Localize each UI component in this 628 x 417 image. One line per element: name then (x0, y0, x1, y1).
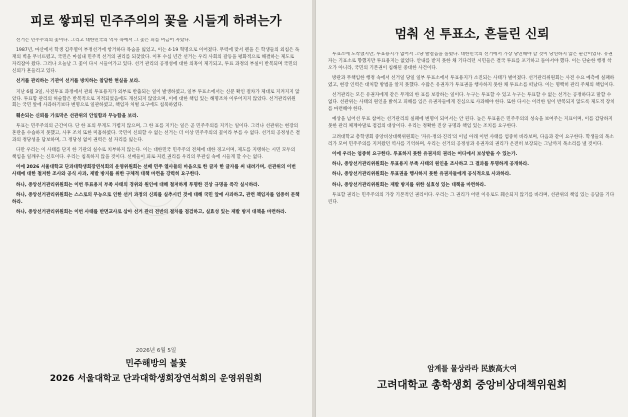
signature-slogan: 민주해방의 불꽃 (125, 359, 187, 369)
statement-date: 2026년 6월 5일 (135, 348, 177, 354)
paragraph: 다만 우리는 이 사태를 단지 한 기관의 실수로 치부하지 않는다. 이는 대한민국 민주주의 전체에 대한 경고이며, 제도를 지탱하는 시민 모두의 책임을 일깨우는 신호이다. 우리는 침묵하지 않을 것이다. 선배들이 피로 지킨 권리를 우리의 무관심 속에 시들게 할 수는 없다. (12, 148, 296, 161)
paragraph: 이에 2026 서울대학교 단과대학생회장연석회의 운영위원회는 선배 민주 열사들의 마음으로 한 글자 한 글자를 써 내려가며, 선관위의 이번 사태에 대한 철저한 조사와 공식 사과, 재발 방지를 위한 구체적 대책 마련을 강력히 요구한다. (12, 165, 296, 178)
signature-organization: 고려대학교 총학생회 중앙비상대책위원회 (377, 379, 567, 391)
paragraph: 하나, 중앙선거관리위원회는 이번 투표용지 부족 사태의 경위와 원인에 대해 철저하게 투명한 진상 규명을 즉각 실시하라. (16, 182, 260, 188)
statement-page-right (316, 0, 628, 417)
paragraph: 방관과 무책임한 행정 속에서 선거일 당일 일부 투표소에서 투표용지가 소진되는 사태가 벌어졌다. 선거관리위원회는 사전 수요 예측에 실패하였고, 현장 인력은 대처할 방법을 알지 못했다. 수많은 유권자가 투표권을 행사하지 못한 채 투표소를 떠났다. 이는 명백히 관리 주체의 책임이다. (328, 76, 615, 89)
statement-page-left (0, 0, 312, 417)
page-title: 피로 쌓피된 민주주의의 꽃을 시들게 하려는가 (30, 13, 282, 28)
page-title: 멈춰 선 투표소, 흔들린 신뢰 (394, 26, 550, 41)
paragraph: 투표할 권리는 민주주의의 가장 기본적인 권리이다. 우리는 그 권리가 어떤 이유로도 훼손되지 않기를 바라며, 선관위의 책임 있는 응답을 기다린다. (328, 193, 615, 205)
signature-organization: 2026 서울대학교 단과대학생회장연석회의 운영위원회 (49, 374, 263, 384)
paragraph: 선거관리는 모든 유권자에게 같은 무게의 한 표를 보장하는 일이다. 누구는 투표할 수 있고 누구는 투표할 수 없는 선거는 공정하다고 말할 수 없다. 선관위는 사태의 원인을 밝히고 피해를 입은 유권자들에게 진심으로 사과해야 한다. 또한 다시는 이러한 일이 반복되지 않도록 제도적 장치를 마련해야 한다. (328, 93, 615, 113)
paragraph: 이에 우리는 엄중히 요구한다. 투표하지 못한 유권자의 권리는 어디에서 보상받을 수 있는가. (332, 151, 518, 157)
paragraph: 투표는 민주주의의 근간이다. 단 한 표의 무게도 가볍지 않으며, 그 한 표를 지키는 일은 곧 민주주의를 지키는 일이다. 그러나 선관위는 현장의 혼란을 수습하지 못했고, 사후 조치 또한 미흡하였다. 국민이 신뢰할 수 없는 선거는 더 이상 민주주의의 꽃이라 부를 수 없다. 선거의 공정성은 결과의 정당성을 담보하며, 그 정당성 없이 권력은 설 자리를 잃는다. (12, 124, 300, 143)
paragraph: 1987년, 마산에서 학생 김주열이 부정선거에 항거하다 목숨을 잃었고, 이는 4·19 혁명으로 이어졌다. 무력에 맞서 펜을 든 학생들의 외침은 독재의 벽을 무너뜨렸고, 국민은 마침내 민주적 선거의 권리를 되찾았다. 이후 수십 년간 선거는 우리 사회의 갈등을 평화적으로 해결하는 제도로 자리잡아 왔다. 그러나 오늘날 그 꽃이 다시 시들어가고 있다. 선거 관리의 공정성에 대한 의혹이 제기되고, 투표 과정의 부실이 반복되며 국민의 신뢰가 흔들리고 있다. (12, 48, 300, 75)
statement-body (328, 52, 616, 352)
signature-slogan: 암계를 물상라라 民族高大여 (427, 364, 517, 373)
paragraph: 예상을 넘어선 투표 참여는 선거관리의 실패에 변명이 되어서는 안 된다. 높은 투표율은 민주주의의 성숙을 보여주는 지표이며, 이를 감당하지 못한 관리 체계야말로 점검의 대상이다. 우리는 정확한 진상 규명과 책임 있는 조치를 요구한다. (328, 117, 613, 130)
paragraph: 훼손되는 신뢰를 가로막은 선관위의 안일함과 무능함을 보라. (16, 113, 139, 119)
statement-body (12, 38, 300, 344)
paragraph: 지난 6월 3일, 사전투표 과정에서 관외 투표용지가 외부로 반출되는 일이 발생하였고, 일부 투표소에서는 신분 확인 절차가 제대로 지켜지지 않았다. 투표함 관리의 허술함은 반복적으로 지적되었음에도 개선되지 않았으며, 이에 대한 책임 있는 해명조차 이루어지지 않았다. 선거관리위원회는 국민 앞에 사과하기보다 변명으로 일관하였고, 책임자 처벌 요구에도 침묵하였다. (12, 89, 300, 109)
paragraph: 하나, 중앙선거관리위원회는 투표권을 행사하지 못한 유권자들에게 공식적으로 사과하라. (332, 172, 511, 178)
paragraph: 고려대학교 총학생회 중앙비상대책위원회는 '자유·정의·진리'의 이념 아래 이번 사태를 엄중히 바라보며, 다음과 같이 요구한다. 학생들의 목소리가 모여 민주주의를 지켜왔던 역사를 기억하며, 우리는 선거의 공정성과 유권자의 권리가 온전히 보장되는 그날까지 목소리를 낼 것이다. (328, 134, 614, 147)
paragraph: 선거는 민주주의의 꽃이다. 그리고 대한민국의 역사 속에서 그 꽃은 피를 머금어 자랐다. (16, 38, 191, 43)
paragraph: 투표소에 도착했지만, 투표용지가 없어서 그냥 발걸음을 돌렸다. 대한민국의 선거에서 가장 당연해야 할 것이 당연하지 않은 순간이었다. 유권자는 기표소로 향했지만 투표용지는 없었다. 안내를 받지 못한 채 기다리던 시민들은 결국 투표를 포기하고 돌아서야 했다. 이는 단순한 행정 착오가 아니라, 국민의 기본권이 침해된 중대한 사건이다. (328, 52, 613, 71)
paragraph: 하나, 중앙선거관리위원회는 스스로의 무능으로 인한 선거 과정의 신뢰를 실추시킨 것에 대해 국민 앞에 사과하고, 관련 책임자를 엄중히 문책하라. (12, 192, 300, 205)
paragraph: 하나, 중앙선거관리위원회는 이번 사태를 반면교사로 삼아 선거 관리 전반의 절차를 점검하고, 실효성 있는 재발 방지 대책을 마련하라. (16, 210, 287, 216)
paragraph: 하나, 중앙선거관리위원회는 재발 방지를 위한 실효성 있는 대책을 마련하라. (332, 182, 486, 188)
paragraph: 선거를 관리하는 기관이 선거를 방치하는 참담한 현실을 보라. (16, 79, 140, 85)
paragraph: 하나, 중앙선거관리위원회는 투표용지 부족 사태의 원인을 조사하고 그 결과를 투명하게 공개하라. (332, 162, 529, 168)
